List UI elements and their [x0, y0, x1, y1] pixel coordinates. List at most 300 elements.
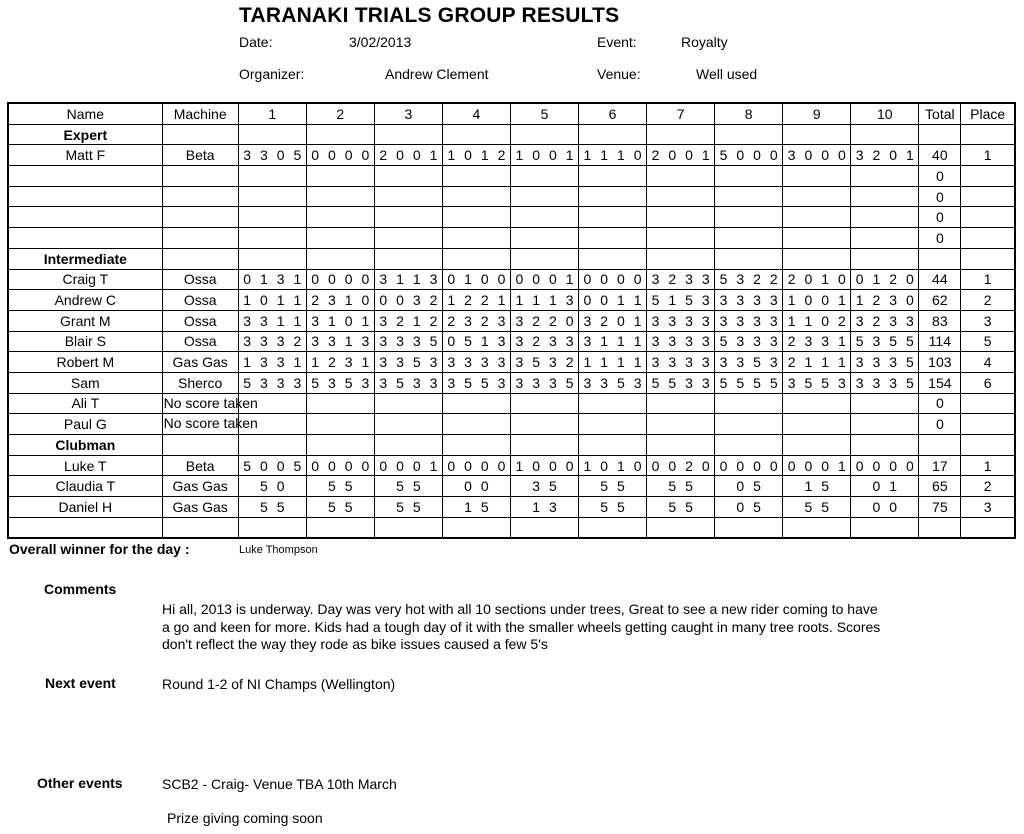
ride-score: 5 — [259, 478, 268, 495]
table-row — [8, 145, 1015, 166]
no-score-cell — [162, 414, 258, 435]
ride-score: 1 — [633, 292, 642, 309]
section-score — [442, 517, 510, 538]
ride-score: 3 — [497, 333, 506, 350]
section-score — [238, 455, 306, 476]
section-score — [783, 228, 851, 249]
section-score — [783, 207, 851, 228]
table-row — [8, 393, 1015, 414]
ride-score: 3 — [565, 292, 574, 309]
section-score — [851, 166, 919, 187]
ride-score: 2 — [548, 312, 557, 329]
empty-cell — [306, 248, 374, 269]
ride-score: 3 — [889, 374, 898, 391]
ride-score: 3 — [701, 374, 710, 391]
section-score — [579, 207, 647, 228]
ride-score: 3 — [583, 312, 592, 329]
ride-score: 2 — [311, 292, 320, 309]
ride-score: 1 — [361, 312, 370, 329]
section-score — [306, 517, 374, 538]
ride-score: 0 — [361, 147, 370, 164]
total-score: 0 — [919, 207, 961, 228]
rider-name: Andrew C — [8, 290, 162, 311]
ride-score: 0 — [753, 147, 761, 164]
place — [961, 166, 1015, 187]
ride-score: 5 — [617, 478, 625, 495]
ride-score: 3 — [412, 374, 421, 391]
ride-score: 1 — [617, 457, 625, 474]
section-score — [238, 186, 306, 207]
machine: Ossa — [162, 290, 238, 311]
ride-score: 5 — [243, 457, 251, 474]
section-score — [715, 497, 783, 518]
ride-score: 3 — [548, 498, 557, 515]
ride-score: 0 — [328, 457, 336, 474]
section-score — [238, 331, 306, 352]
ride-score: 5 — [906, 374, 914, 391]
section-score — [783, 517, 851, 538]
event-value: Royalty — [681, 34, 728, 50]
rider-name — [8, 166, 162, 187]
section-score — [510, 352, 578, 373]
table-row — [8, 166, 1015, 187]
ride-score: 1 — [515, 147, 524, 164]
section-score — [510, 228, 578, 249]
ride-score: 3 — [548, 354, 557, 371]
ride-score: 0 — [872, 457, 881, 474]
ride-score: 3 — [787, 374, 796, 391]
ride-score: 1 — [276, 312, 285, 329]
column-header: 6 — [579, 103, 647, 124]
ride-score: 1 — [293, 312, 302, 329]
ride-score: 3 — [685, 271, 693, 288]
column-header: 4 — [442, 103, 510, 124]
ride-score: 0 — [872, 478, 881, 495]
empty-cell — [579, 124, 647, 145]
section-score — [510, 331, 578, 352]
section-score — [851, 269, 919, 290]
ride-score: 3 — [396, 354, 404, 371]
section-score — [715, 269, 783, 290]
ride-score: 5 — [243, 374, 251, 391]
section-score — [647, 352, 715, 373]
ride-score: 2 — [787, 333, 796, 350]
place — [961, 393, 1015, 414]
ride-score: 0 — [548, 457, 557, 474]
ride-score: 5 — [480, 374, 489, 391]
ride-score: 0 — [344, 147, 353, 164]
empty-cell — [961, 435, 1015, 456]
ride-score: 0 — [447, 457, 456, 474]
ride-score: 0 — [396, 292, 404, 309]
ride-score: 0 — [328, 271, 336, 288]
table-row — [8, 331, 1015, 352]
section-score — [510, 517, 578, 538]
ride-score: 3 — [429, 271, 438, 288]
ride-score: 3 — [548, 333, 557, 350]
place — [961, 207, 1015, 228]
ride-score: 3 — [259, 333, 268, 350]
section-score — [647, 331, 715, 352]
ride-score: 1 — [532, 498, 540, 515]
ride-score: 0 — [889, 147, 898, 164]
ride-score: 1 — [243, 292, 251, 309]
ride-score: 3 — [769, 292, 778, 309]
ride-score: 1 — [837, 292, 846, 309]
ride-score: 3 — [464, 312, 472, 329]
section-score — [783, 497, 851, 518]
ride-score: 0 — [379, 457, 388, 474]
total-score: 114 — [919, 331, 961, 352]
ride-score: 5 — [821, 478, 830, 495]
ride-score: 3 — [753, 312, 761, 329]
total-score: 62 — [919, 290, 961, 311]
total-score: 83 — [919, 310, 961, 331]
ride-score: 1 — [804, 354, 813, 371]
ride-score: 5 — [719, 271, 728, 288]
ride-score: 0 — [548, 147, 557, 164]
ride-score: 0 — [821, 312, 830, 329]
column-header: 7 — [647, 103, 715, 124]
section-score — [579, 414, 647, 435]
empty-cell — [374, 248, 442, 269]
total-score: 17 — [919, 455, 961, 476]
section-score — [306, 207, 374, 228]
ride-score: 0 — [855, 457, 864, 474]
table-row — [8, 310, 1015, 331]
ride-score: 0 — [515, 271, 524, 288]
ride-score: 2 — [769, 271, 778, 288]
ride-score: 3 — [480, 354, 489, 371]
ride-score: 2 — [753, 271, 761, 288]
section-score — [579, 352, 647, 373]
section-score — [238, 352, 306, 373]
empty-cell — [647, 435, 715, 456]
ride-score: 3 — [259, 312, 268, 329]
section-score — [647, 310, 715, 331]
ride-score: 3 — [872, 374, 881, 391]
rider-name: Ali T — [8, 393, 162, 414]
machine — [162, 228, 238, 249]
empty-cell — [442, 124, 510, 145]
ride-score: 5 — [821, 374, 830, 391]
ride-score: 1 — [617, 292, 625, 309]
ride-score: 0 — [889, 498, 898, 515]
section-score — [783, 310, 851, 331]
section-score — [374, 290, 442, 311]
section-score — [647, 290, 715, 311]
empty-cell — [851, 248, 919, 269]
ride-score: 5 — [821, 498, 830, 515]
ride-score: 0 — [396, 457, 404, 474]
ride-score: 0 — [480, 457, 489, 474]
section-score — [306, 455, 374, 476]
machine — [162, 186, 238, 207]
ride-score: 0 — [361, 292, 370, 309]
ride-score: 3 — [906, 312, 914, 329]
ride-score: 2 — [872, 147, 881, 164]
total-score: 0 — [919, 414, 961, 435]
empty-cell — [238, 435, 306, 456]
rider-name — [8, 207, 162, 228]
ride-score: 1 — [259, 271, 268, 288]
ride-score: 1 — [565, 147, 574, 164]
ride-score: 1 — [787, 292, 796, 309]
ride-score: 1 — [804, 312, 813, 329]
empty-cell — [579, 248, 647, 269]
ride-score: 0 — [497, 457, 506, 474]
section-score — [442, 145, 510, 166]
section-score — [647, 372, 715, 393]
table-row — [8, 186, 1015, 207]
section-score — [851, 517, 919, 538]
section-score — [715, 476, 783, 497]
ride-score: 1 — [429, 457, 438, 474]
ride-score: 1 — [480, 147, 489, 164]
ride-score: 1 — [429, 147, 438, 164]
ride-score: 1 — [837, 354, 846, 371]
ride-score: 3 — [583, 374, 592, 391]
total-score: 0 — [919, 166, 961, 187]
ride-score: 0 — [396, 147, 404, 164]
section-score — [510, 372, 578, 393]
ride-score: 5 — [753, 498, 761, 515]
section-score — [851, 372, 919, 393]
no-score-note: No score taken — [163, 415, 258, 432]
category-row — [8, 248, 1015, 269]
empty-cell — [715, 435, 783, 456]
ride-score: 0 — [344, 312, 353, 329]
ride-score: 1 — [344, 333, 353, 350]
ride-score: 0 — [464, 457, 472, 474]
ride-score: 3 — [243, 312, 251, 329]
ride-score: 0 — [259, 457, 268, 474]
ride-score: 3 — [736, 292, 745, 309]
section-score — [851, 145, 919, 166]
ride-score: 1 — [464, 271, 472, 288]
ride-score: 3 — [548, 374, 557, 391]
ride-score: 5 — [736, 374, 745, 391]
total-score: 40 — [919, 145, 961, 166]
comment-line: Hi all, 2013 is underway. Day was very hot with all 10 sections under trees, Great to see a new rider coming to have — [162, 601, 878, 617]
ride-score: 0 — [821, 457, 830, 474]
table-row — [8, 228, 1015, 249]
section-score — [306, 393, 374, 414]
ride-score: 5 — [600, 478, 609, 495]
ride-score: 2 — [379, 147, 388, 164]
section-score — [306, 331, 374, 352]
ride-score: 1 — [633, 312, 642, 329]
ride-score: 5 — [906, 354, 914, 371]
section-score — [715, 186, 783, 207]
section-score — [238, 517, 306, 538]
ride-score: 2 — [651, 147, 660, 164]
ride-score: 0 — [837, 147, 846, 164]
ride-score: 3 — [429, 354, 438, 371]
empty-cell — [647, 124, 715, 145]
ride-score: 1 — [361, 354, 370, 371]
section-score — [851, 476, 919, 497]
section-score — [715, 393, 783, 414]
section-score — [783, 269, 851, 290]
ride-score: 1 — [412, 312, 421, 329]
ride-score: 3 — [855, 312, 864, 329]
section-score — [442, 269, 510, 290]
category-row — [8, 435, 1015, 456]
ride-score: 0 — [276, 457, 285, 474]
empty-cell — [579, 435, 647, 456]
ride-score: 0 — [243, 271, 251, 288]
ride-score: 1 — [837, 457, 846, 474]
section-score — [783, 455, 851, 476]
ride-score: 5 — [753, 354, 761, 371]
section-score — [715, 207, 783, 228]
ride-score: 3 — [668, 354, 677, 371]
section-score — [579, 517, 647, 538]
ride-score: 3 — [651, 271, 660, 288]
ride-score: 3 — [515, 354, 524, 371]
ride-score: 2 — [685, 457, 693, 474]
ride-score: 0 — [906, 292, 914, 309]
table-row — [8, 290, 1015, 311]
empty-cell — [961, 248, 1015, 269]
ride-score: 3 — [736, 271, 745, 288]
empty-cell — [851, 124, 919, 145]
section-score — [374, 186, 442, 207]
section-score — [851, 310, 919, 331]
ride-score: 0 — [259, 292, 268, 309]
comments-label: Comments — [44, 581, 117, 597]
section-score — [783, 331, 851, 352]
ride-score: 1 — [787, 312, 796, 329]
ride-score: 1 — [344, 292, 353, 309]
ride-score: 3 — [685, 354, 693, 371]
overall-winner-value: Luke Thompson — [239, 544, 318, 556]
rider-name: Grant M — [8, 310, 162, 331]
ride-score: 0 — [276, 478, 285, 495]
table-row — [8, 207, 1015, 228]
organizer-label: Organizer: — [239, 66, 305, 82]
table-row — [8, 455, 1015, 476]
overall-winner-label: Overall winner for the day : — [9, 541, 190, 557]
machine: Ossa — [162, 331, 238, 352]
ride-score: 3 — [328, 292, 336, 309]
ride-score: 3 — [821, 333, 830, 350]
place: 1 — [961, 455, 1015, 476]
section-score — [510, 207, 578, 228]
ride-score: 3 — [532, 478, 540, 495]
ride-score: 5 — [668, 498, 677, 515]
section-score — [510, 166, 578, 187]
ride-score: 3 — [753, 333, 761, 350]
ride-score: 3 — [701, 271, 710, 288]
ride-score: 3 — [668, 333, 677, 350]
ride-score: 3 — [889, 292, 898, 309]
ride-score: 0 — [804, 271, 813, 288]
section-score — [238, 290, 306, 311]
column-header: 1 — [238, 103, 306, 124]
section-score — [306, 145, 374, 166]
ride-score: 3 — [328, 333, 336, 350]
ride-score: 0 — [804, 147, 813, 164]
section-score — [442, 393, 510, 414]
section-score — [783, 414, 851, 435]
section-score — [851, 393, 919, 414]
other-events-value: SCB2 - Craig- Venue TBA 10th March — [162, 776, 397, 792]
ride-score: 0 — [311, 271, 320, 288]
ride-score: 1 — [701, 147, 710, 164]
section-score — [238, 310, 306, 331]
ride-score: 3 — [736, 354, 745, 371]
rider-name: Craig T — [8, 269, 162, 290]
table-header-row — [8, 103, 1015, 124]
empty-cell — [919, 248, 961, 269]
section-score — [510, 269, 578, 290]
ride-score: 3 — [855, 374, 864, 391]
table-row — [8, 497, 1015, 518]
ride-score: 3 — [515, 312, 524, 329]
ride-score: 3 — [429, 374, 438, 391]
empty-cell — [238, 124, 306, 145]
column-header: 5 — [510, 103, 578, 124]
ride-score: 0 — [497, 271, 506, 288]
ride-score: 3 — [379, 312, 388, 329]
ride-score: 5 — [753, 374, 761, 391]
section-score — [374, 517, 442, 538]
ride-score: 3 — [293, 374, 302, 391]
rider-name — [8, 228, 162, 249]
ride-score: 5 — [412, 478, 421, 495]
ride-score: 5 — [532, 354, 540, 371]
section-score — [783, 352, 851, 373]
rider-name: Paul G — [8, 414, 162, 435]
ride-score: 5 — [412, 354, 421, 371]
empty-cell — [442, 435, 510, 456]
section-score — [442, 476, 510, 497]
ride-score: 2 — [837, 312, 846, 329]
ride-score: 0 — [361, 457, 370, 474]
section-score — [579, 269, 647, 290]
ride-score: 1 — [243, 354, 251, 371]
ride-score: 1 — [293, 354, 302, 371]
section-score — [442, 310, 510, 331]
ride-score: 2 — [429, 292, 438, 309]
total-score: 65 — [919, 476, 961, 497]
ride-score: 3 — [719, 292, 728, 309]
machine: Ossa — [162, 269, 238, 290]
ride-score: 0 — [804, 292, 813, 309]
ride-score: 3 — [379, 354, 388, 371]
section-score — [510, 497, 578, 518]
ride-score: 0 — [889, 457, 898, 474]
ride-score: 0 — [532, 271, 540, 288]
empty-cell — [306, 435, 374, 456]
ride-score: 5 — [565, 374, 574, 391]
section-score — [510, 455, 578, 476]
ride-score: 3 — [276, 354, 285, 371]
place: 3 — [961, 310, 1015, 331]
empty-cell — [374, 435, 442, 456]
ride-score: 5 — [719, 333, 728, 350]
ride-score: 5 — [412, 498, 421, 515]
ride-score: 3 — [719, 354, 728, 371]
machine: Sherco — [162, 372, 238, 393]
section-score — [442, 290, 510, 311]
section-score — [851, 186, 919, 207]
section-score — [374, 455, 442, 476]
rider-name: Robert M — [8, 352, 162, 373]
ride-score: 3 — [447, 354, 456, 371]
